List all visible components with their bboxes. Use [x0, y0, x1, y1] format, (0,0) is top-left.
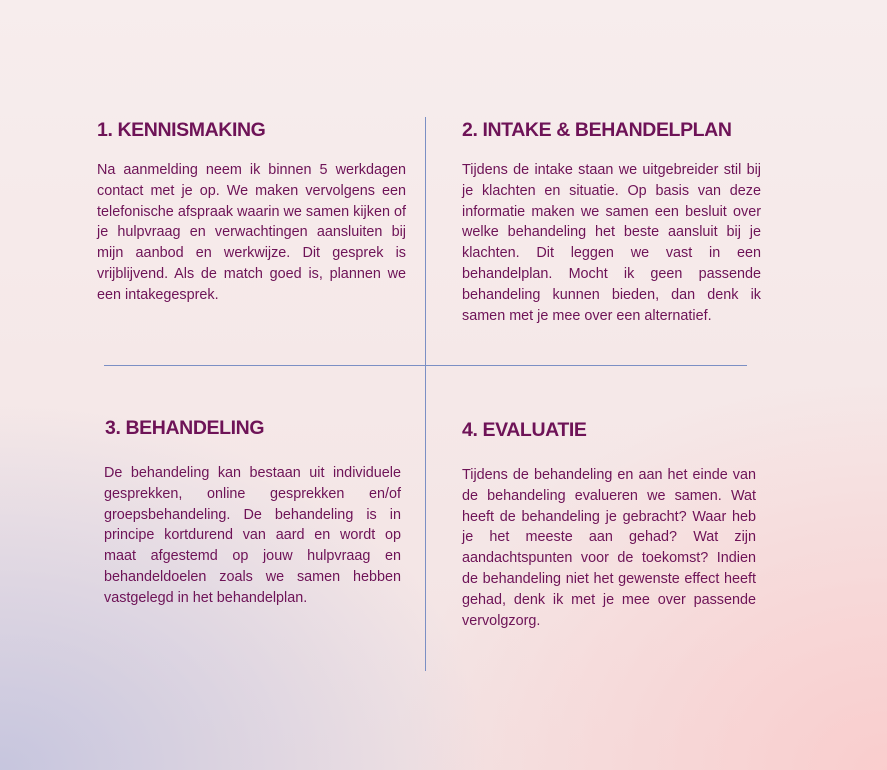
section-title: 3. BEHANDELING: [105, 417, 265, 439]
horizontal-divider: [104, 365, 747, 366]
section-body: Na aanmelding neem ik binnen 5 werkdagen contact met je op. We maken vervolgens een telefonische afspraak waarin we samen kijken of je hulpvraag en verwachtingen aansluiten bij mijn aanbod en werkwijze. Dit gesprek is vrijblijvend. Als de match goed is, plannen we een intakegesprek.: [97, 162, 406, 303]
section-title: 1. KENNISMAKING: [97, 119, 266, 141]
section-body: Tijdens de intake staan we uitgebreider stil bij je klachten en situatie. Op basis van deze informatie maken we samen een besluit over welke behandeling het beste aansluit bij je klachten. Dit leggen we vast in een behandelplan. Mocht ik geen passende behandeling kunnen bieden, dan denk ik samen met je mee over een alternatief.: [462, 162, 761, 324]
section-body: Tijdens de behandeling en aan het einde van de behandeling evalueren we samen. Wat heeft de behandeling je gebracht? Waar heb je het meeste aan gehad? Wat zijn aandachtspunten voor de toekomst? Indien de behandeling niet het gewenste effect heeft gehad, denk ik met je mee over passende vervolgzorg.: [462, 467, 756, 629]
vertical-divider: [425, 117, 426, 671]
section-intake-behandelplan: [462, 118, 761, 326]
section-evaluatie: [462, 418, 756, 631]
section-body: De behandeling kan bestaan uit individuele gesprekken, online gesprekken en/of groepsbehandeling. De behandeling is in principe kortdurend van aard en wordt op maat afgestemd op jouw hulpvraag en behandeldoelen zoals we samen hebben vastgelegd in het behandelplan.: [104, 465, 401, 606]
section-behandeling: [104, 416, 401, 609]
section-title: 2. INTAKE & BEHANDELPLAN: [462, 119, 732, 141]
section-kennismaking: [97, 118, 406, 306]
section-title: 4. EVALUATIE: [462, 419, 587, 441]
